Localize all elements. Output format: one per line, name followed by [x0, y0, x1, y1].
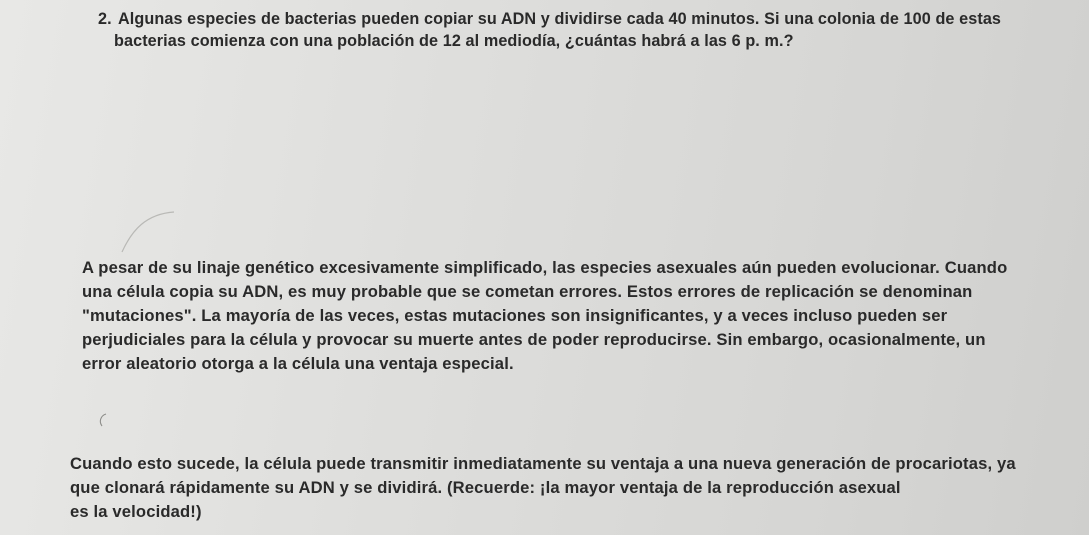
question-text-1: Algunas especies de bacterias pueden copiar su ADN y dividirse cada 40 minutos. Si una colonia de 100 de estas: [118, 10, 1002, 28]
question-line-1: [98, 8, 1058, 30]
paragraph-1-line: perjudiciales para la célula y provocar su muerte antes de poder reproducirse. Sin embargo, ocasionalmente, un: [82, 330, 986, 349]
question-number: 2.: [98, 10, 112, 28]
question-2: [98, 8, 1058, 52]
paragraph-1-line: A pesar de su linaje genético excesivamente simplificado, las especies asexuales aún pueden evolucionar. Cuando: [82, 258, 1008, 277]
paragraph-2-line: es la velocidad!): [70, 502, 202, 521]
paragraph-2-line: Cuando esto sucede, la célula puede transmitir inmediatamente su ventaja a una nueva generación de procariotas, ya: [70, 454, 1016, 473]
paragraph-1: [82, 256, 1072, 376]
question-line-2: bacterias comienza con una población de 12 al mediodía, ¿cuántas habrá a las 6 p. m.?: [114, 32, 794, 50]
paragraph-1-line: error aleatorio otorga a la célula una ventaja especial.: [82, 354, 514, 373]
pencil-mark: [118, 200, 198, 260]
paragraph-2: [70, 452, 1089, 524]
paragraph-1-line: una célula copia su ADN, es muy probable que se cometan errores. Estos errores de replicación se denominan: [82, 282, 973, 301]
paragraph-2-line: que clonará rápidamente su ADN y se dividirá. (Recuerde: ¡la mayor ventaja de la reproducción asexual: [70, 478, 901, 497]
paragraph-1-line: "mutaciones". La mayoría de las veces, estas mutaciones son insignificantes, y a veces incluso pueden ser: [82, 306, 948, 325]
pencil-mark-small: [96, 412, 110, 430]
